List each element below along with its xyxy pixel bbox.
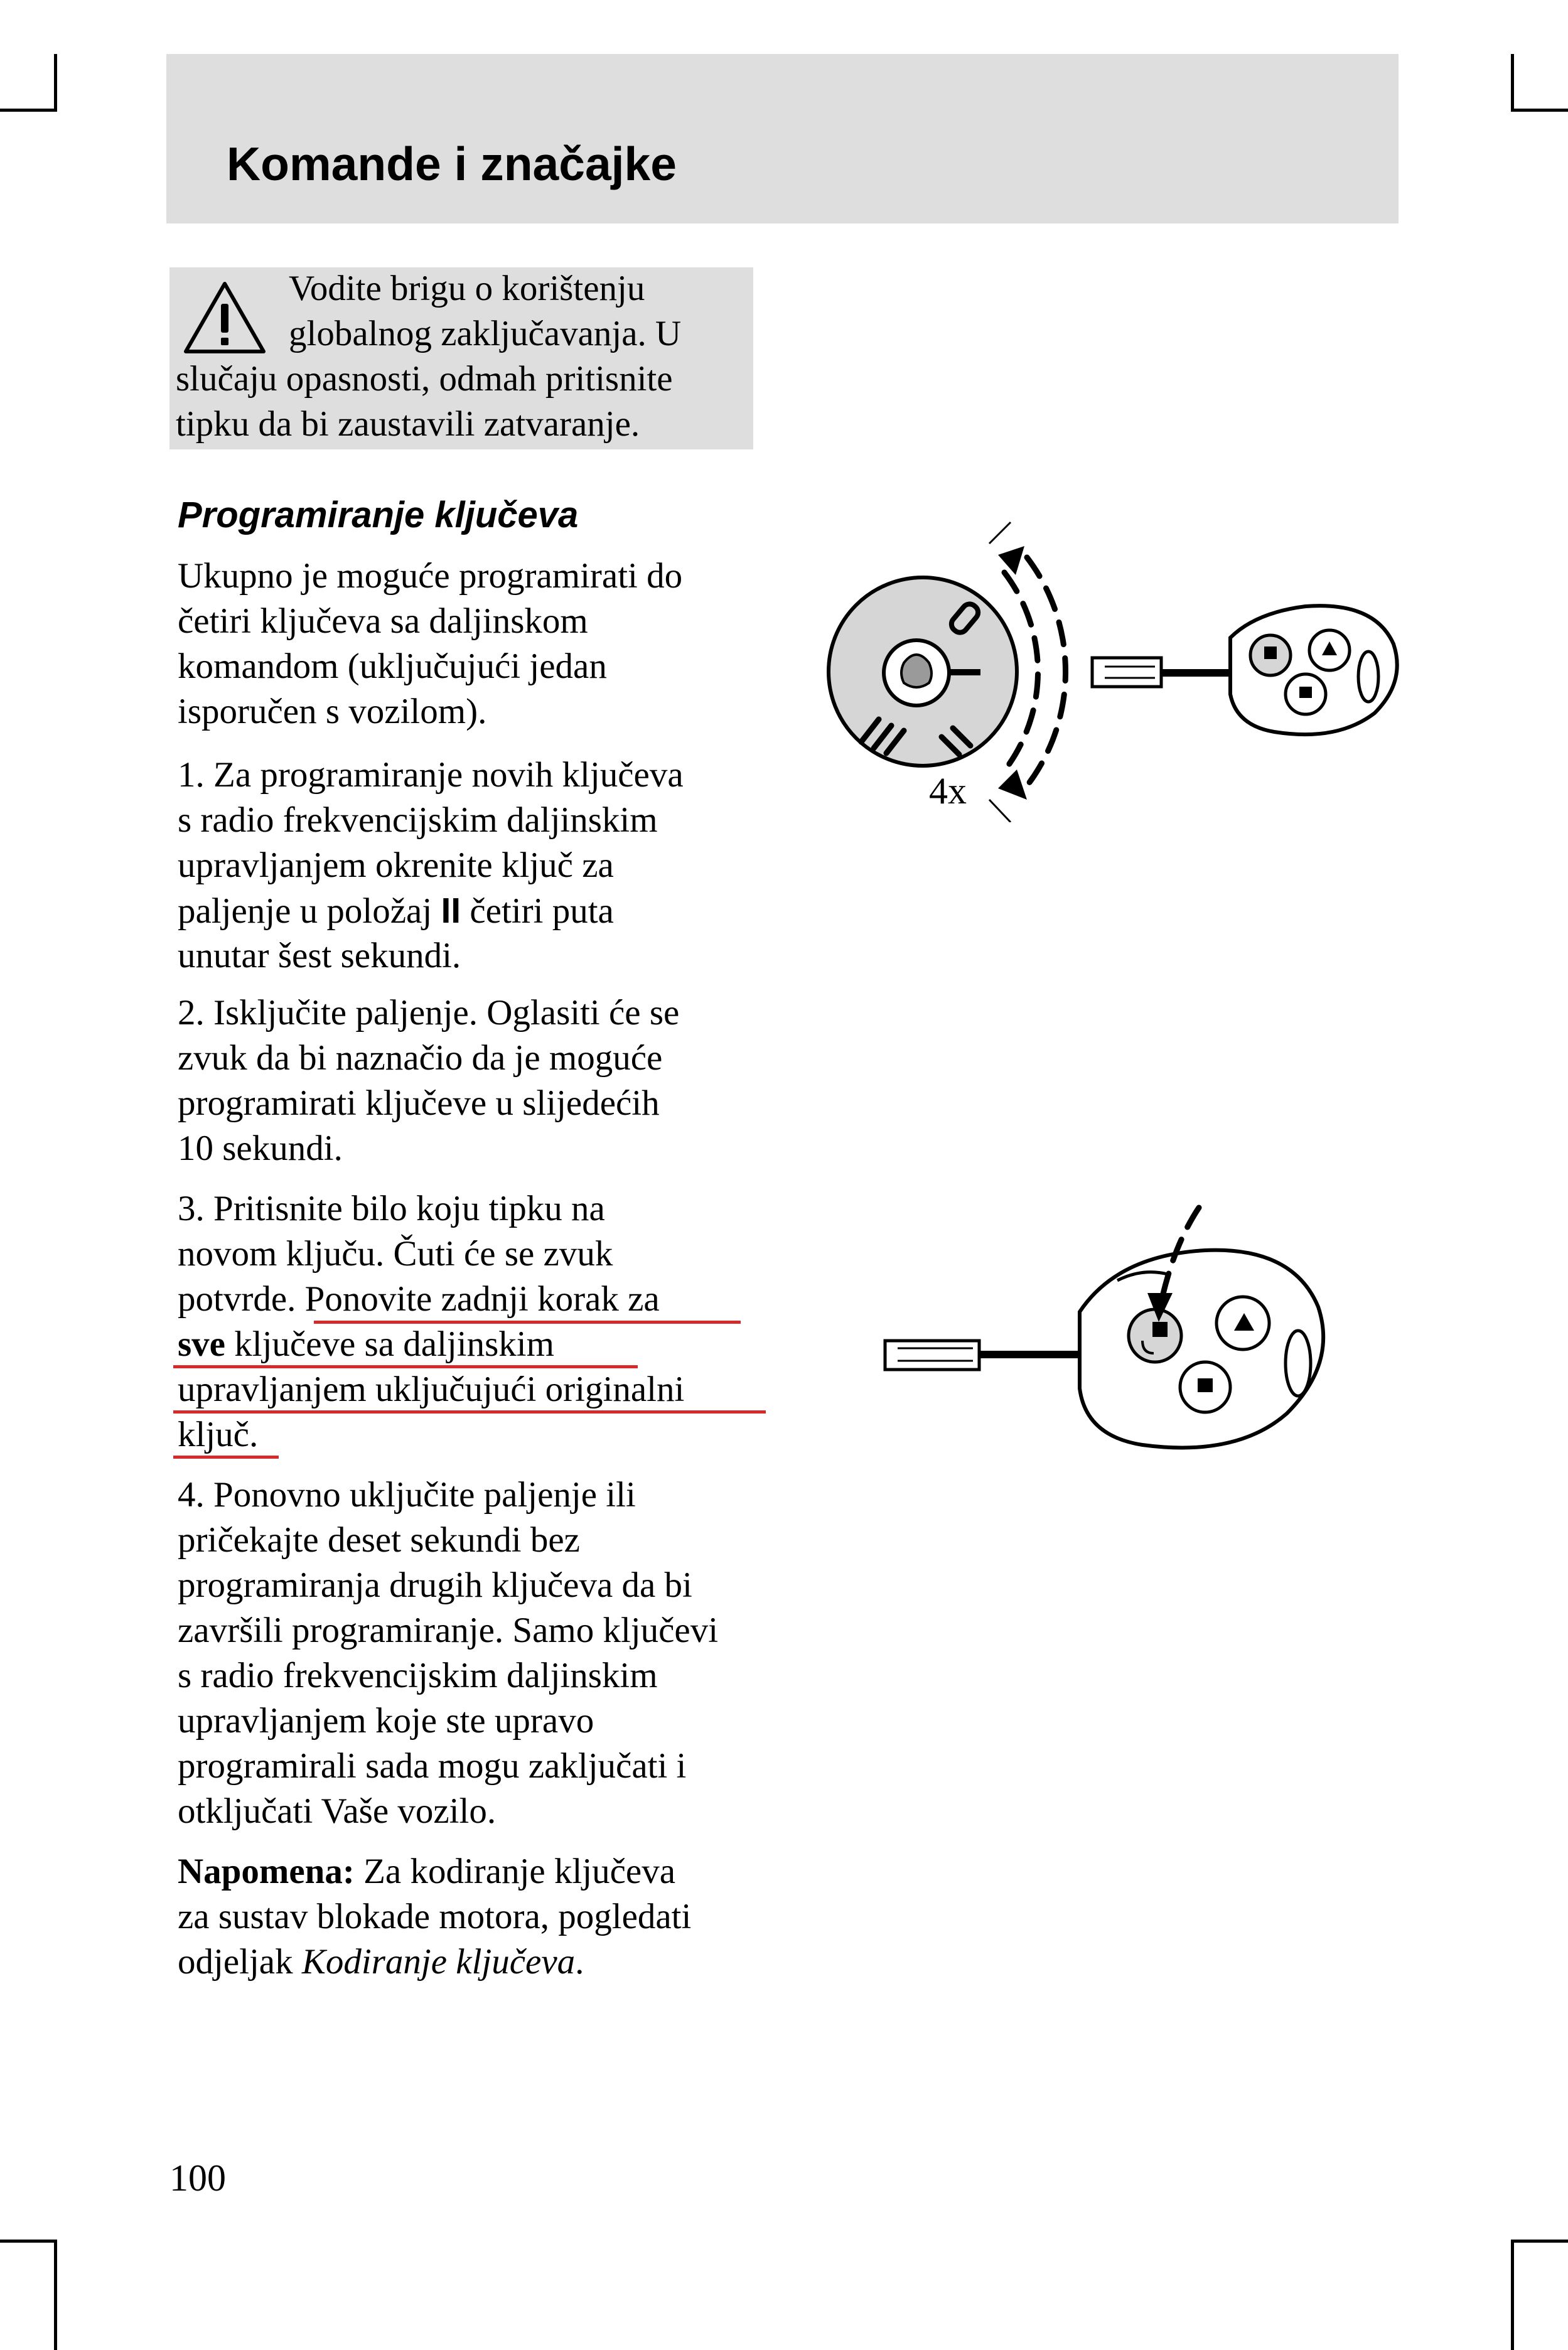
crop-mark xyxy=(1511,2240,1514,2350)
text-line: otključati Vaše vozilo. xyxy=(178,1791,497,1831)
text-segment: odjeljak xyxy=(178,1942,302,1982)
text-line: 3. Pritisnite bilo koju tipku na xyxy=(178,1189,605,1228)
crop-mark xyxy=(0,109,57,112)
text-line: Ukupno je moguće programirati do xyxy=(178,556,683,596)
text-line: programirali sada mogu zaključati i xyxy=(178,1746,687,1786)
chapter-header xyxy=(166,54,1399,223)
text-line: upravljanjem koje ste upravo xyxy=(178,1701,594,1741)
arrow-head xyxy=(998,770,1027,800)
text-line xyxy=(178,1277,780,1322)
text-line xyxy=(178,888,780,933)
text-line: upravljanjem uključujući originalni xyxy=(178,1370,685,1409)
red-underline xyxy=(173,1410,766,1414)
text-line: upravljanjem okrenite ključ za xyxy=(178,845,614,885)
text-line xyxy=(178,1940,780,1985)
crop-mark xyxy=(1511,109,1568,112)
highlighted-text: ključeve sa daljinskim xyxy=(225,1324,554,1364)
highlighted-text: Ponovite zadnji korak za xyxy=(304,1279,660,1319)
ignition-key-figure xyxy=(816,521,1406,822)
crop-mark xyxy=(1511,2240,1568,2243)
text-line xyxy=(178,1849,780,1894)
warning-text-line: globalnog zaključavanja. U xyxy=(289,314,682,353)
intro-paragraph xyxy=(178,554,780,734)
text-line: s radio frekvencijskim daljinskim xyxy=(178,1656,658,1695)
cross-reference-link[interactable]: Kodiranje ključeva xyxy=(301,1942,576,1982)
crop-mark xyxy=(54,54,57,112)
text-line: 4. Ponovno uključite paljenje ili xyxy=(178,1475,636,1515)
text-line: zvuk da bi naznačio da je moguće xyxy=(178,1038,663,1078)
section-title: Programiranje ključeva xyxy=(178,495,579,535)
warning-text-line: Vodite brigu o korištenju xyxy=(289,269,645,308)
step-1-paragraph xyxy=(178,753,780,979)
text-line: za sustav blokade motora, pogledati xyxy=(178,1897,692,1936)
text-line: novom ključu. Čuti će se zvuk xyxy=(178,1234,613,1274)
step-2-paragraph xyxy=(178,990,780,1171)
warning-text-line: tipku da bi zaustavili zatvaranje. xyxy=(176,404,640,444)
page-number: 100 xyxy=(169,2157,226,2199)
text-segment: paljenje u položaj xyxy=(178,891,441,931)
note-paragraph xyxy=(178,1849,780,1985)
text-segment: četiri puta xyxy=(461,891,614,931)
warning-box xyxy=(169,267,753,449)
text-line: unutar šest sekundi. xyxy=(178,936,461,975)
step-4-paragraph xyxy=(178,1473,780,1834)
bold-text: sve xyxy=(178,1324,225,1364)
text-line: komandom (uključujući jedan xyxy=(178,647,607,686)
text-line: četiri ključeva sa daljinskom xyxy=(178,601,588,641)
text-line: ključ. xyxy=(178,1415,259,1454)
text-line xyxy=(178,1322,780,1367)
repeat-count-label: 4x xyxy=(929,770,967,812)
remote-key-icon xyxy=(1092,606,1397,734)
warning-triangle-icon xyxy=(181,279,269,357)
ignition-position-symbol: II xyxy=(441,891,461,931)
red-underline xyxy=(173,1456,279,1459)
text-line: programiranja drugih ključeva da bi xyxy=(178,1565,692,1605)
text-line: programirati ključeve u slijedećih xyxy=(178,1083,660,1123)
note-label: Napomena: xyxy=(178,1852,355,1891)
crop-mark xyxy=(1511,54,1514,112)
warning-text-line: slučaju opasnosti, odmah pritisnite xyxy=(176,359,673,399)
text-segment: Za kodiranje ključeva xyxy=(354,1852,676,1891)
text-line: 2. Isključite paljenje. Oglasiti će se xyxy=(178,993,680,1033)
leader-line xyxy=(989,800,1011,822)
text-line: pričekajte deset sekundi bez xyxy=(178,1520,580,1560)
leader-line xyxy=(989,522,1011,544)
key-button-press-figure xyxy=(879,1199,1331,1475)
red-underline xyxy=(173,1365,638,1368)
text-line: 10 sekundi. xyxy=(178,1129,343,1168)
crop-mark xyxy=(54,2240,57,2350)
text-segment: . xyxy=(575,1942,584,1982)
crop-mark xyxy=(0,2240,57,2243)
text-line: s radio frekvencijskim daljinskim xyxy=(178,800,658,840)
text-segment: potvrde. xyxy=(178,1279,305,1319)
text-line: 1. Za programiranje novih ključeva xyxy=(178,755,684,795)
ignition-lock-icon xyxy=(829,577,1017,766)
chapter-title: Komande i značajke xyxy=(227,137,677,190)
arrow-head xyxy=(998,546,1024,575)
red-underline xyxy=(314,1321,741,1324)
text-line: isporučen s vozilom). xyxy=(178,692,487,731)
text-line: završili programiranje. Samo ključevi xyxy=(178,1611,719,1650)
remote-key-icon xyxy=(885,1250,1323,1448)
